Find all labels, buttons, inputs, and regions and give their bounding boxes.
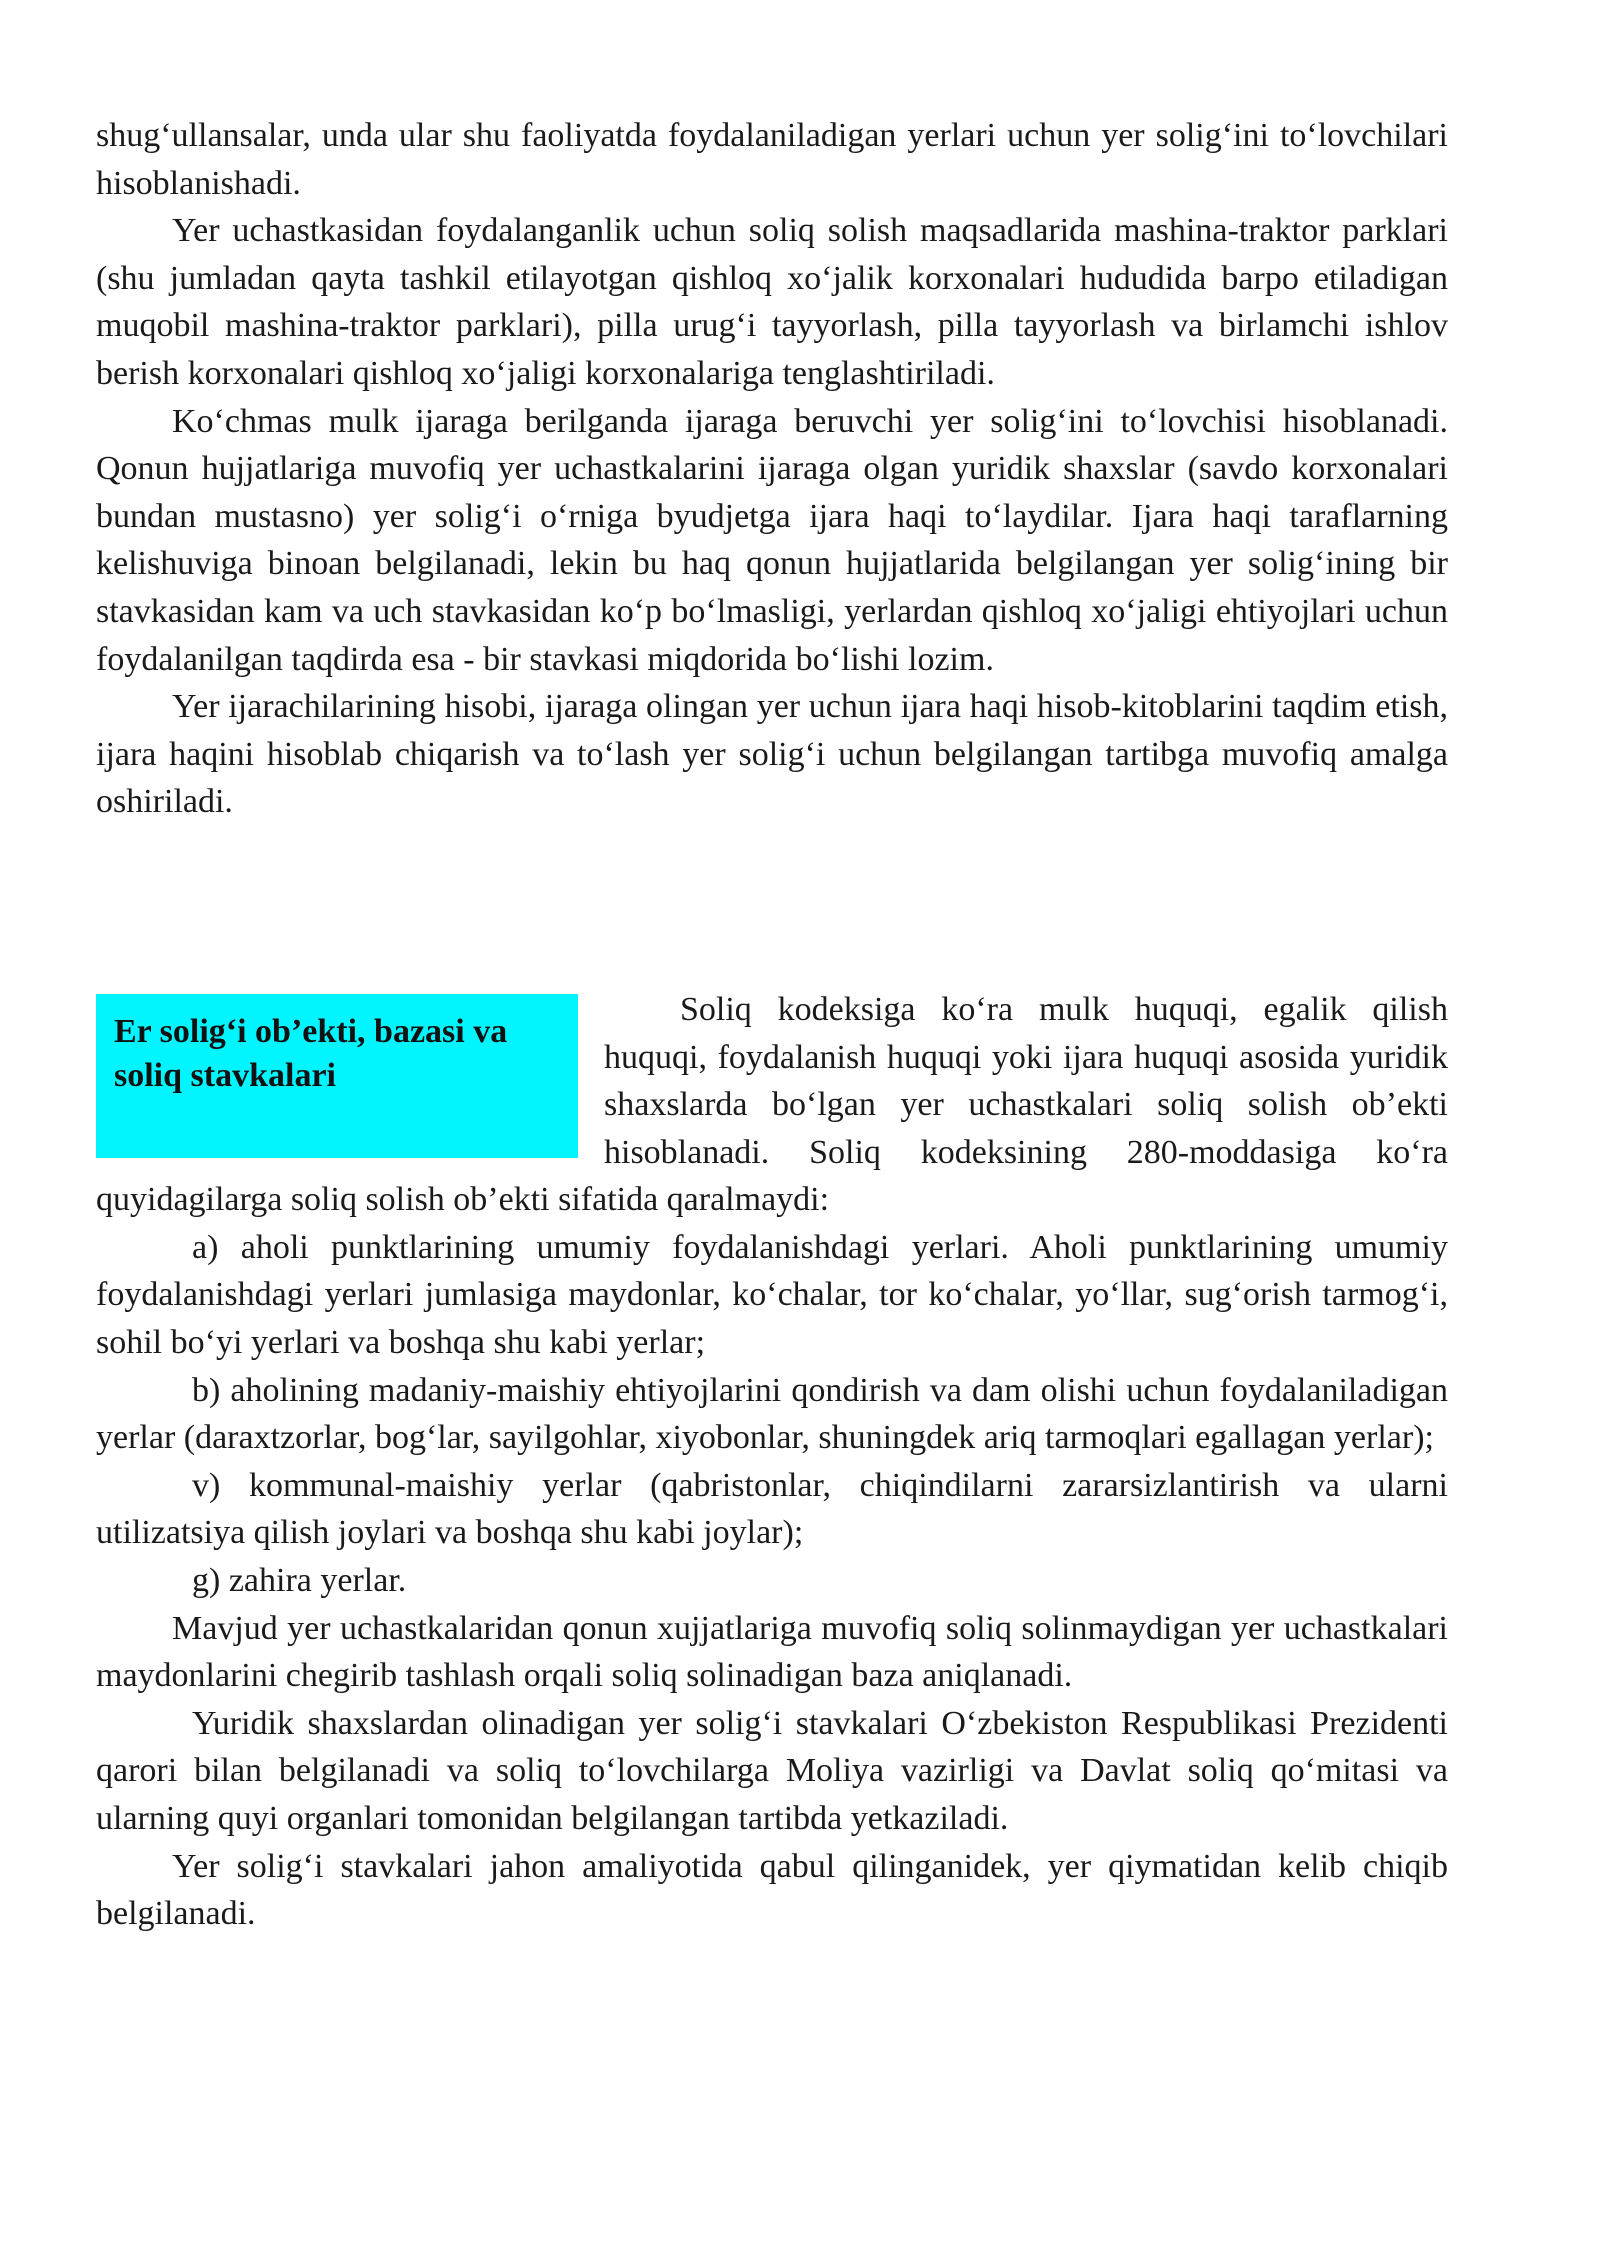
paragraph-tax-base: Mavjud yer uchastkalaridan qonun xujjatlariga muvofiq soliq solinmaydigan yer uchastkalari maydonlarini chegirib tashlash orqali soliq solinadigan baza aniqlanadi.	[96, 1609, 1448, 1695]
paragraph-continuation: shug‘ullansalar, unda ular shu faoliyatda foydalaniladigan yerlari uchun yer solig‘ini to‘lovchilari hisoblanishadi.	[96, 117, 1448, 202]
section-heading: Er solig‘i ob’ekti, bazasi va soliq stavkalari	[114, 1012, 508, 1094]
section-gap	[96, 826, 1448, 986]
paragraph-machine-tractor-parks: Yer uchastkasidan foydalanganlik uchun soliq solish maqsadlarida mashina-traktor parklari (shu jumladan qayta tashkil etilayotgan qishloq xo‘jalik korxonalari hududida barpo etiladigan muqobil mashina-traktor parklari), pilla urug‘i tayyorlash, pilla tayyorlash va birlamchi ishlov berish korxonalari qishloq xo‘jaligi korxonalariga tenglashtiriladi.	[96, 212, 1448, 392]
paragraph-tax-rates: Yuridik shaxslardan olinadigan yer solig‘i stavkalari O‘zbekiston Respublikasi Prezidenti qarori bilan belgilanadi va soliq to‘lovchilarga Moliya vazirligi va Davlat soliq qo‘mitasi va ularning quyi organlari tomonidan belgilangan tartibda yetkaziladi.	[96, 1704, 1448, 1837]
paragraph-rates-world-practice: Yer solig‘i stavkalari jahon amaliyotida qabul qilinganidek, yer qiymatidan kelib chiqib belgilanadi.	[96, 1847, 1448, 1933]
paragraph-lessee-accounting: Yer ijarachilarining hisobi, ijaraga olingan yer uchun ijara haqi hisob-kitoblarini taqdim etish, ijara haqini hisoblab chiqarish va to‘lash yer solig‘i uchun belgilangan tartibga muvofiq amalga oshiriladi.	[96, 688, 1448, 821]
list-item-v: v) kommunal-maishiy yerlar (qabristonlar, chiqindilarni zararsizlantirish va ularni utilizatsiya qilish joylari va boshqa shu kabi joylar);	[96, 1466, 1448, 1552]
list-item-g: g) zahira yerlar.	[192, 1562, 407, 1600]
list-item-b: b) aholining madaniy-maishiy ehtiyojlarini qondirish va dam olishi uchun foydalaniladigan yerlar (daraxtzorlar, bog‘lar, sayilgohlar, xiyobonlar, shuningdek ariq tarmoqlari egallagan yerlar);	[96, 1371, 1448, 1457]
list-item-a: a) aholi punktlarining umumiy foydalanishdagi yerlari. Aholi punktlarining umumiy foydalanishdagi yerlari jumlasiga maydonlar, ko‘chalar, tor ko‘chalar, yo‘llar, sug‘orish tarmog‘i, sohil bo‘yi yerlari va boshqa shu kabi yerlar;	[96, 1228, 1448, 1362]
section-tax-object	[96, 986, 1448, 1938]
paragraph-lease-rent: Ko‘chmas mulk ijaraga berilganda ijaraga beruvchi yer solig‘ini to‘lovchisi hisoblanadi. Qonun hujjatlariga muvofiq yer uchastkalarini ijaraga olgan yuridik shaxslar (savdo korxonalari bundan mustasno) yer solig‘i o‘rniga byudjetga ijara haqi to‘laydilar. Ijara haqi taraflarning kelishuviga binoan belgilanadi, lekin bu haq qonun hujjatlarida belgilangan yer solig‘ining bir stavkasidan kam va uch stavkasidan ko‘p bo‘lmasligi, yerlardan qishloq xo‘jaligi ehtiyojlari uchun foydalanilgan taqdirda esa - bir stavkasi miqdorida bo‘lishi lozim.	[96, 402, 1448, 678]
section-heading-box	[96, 994, 578, 1158]
document-page	[96, 112, 1448, 1938]
paragraph-tax-object-intro: Soliq kodeksiga ko‘ra mulk huquqi, egalik qilish huquqi, foydalanish huquqi yoki ijara huquqi asosida yuridik shaxslarda bo‘lgan yer uchastkalari soliq solish ob’ekti hisoblanadi. Soliq kodeksining 280-moddasiga ko‘ra quyidagilarga soliq solish ob’ekti sifatida qaralmaydi:	[96, 990, 1448, 1219]
